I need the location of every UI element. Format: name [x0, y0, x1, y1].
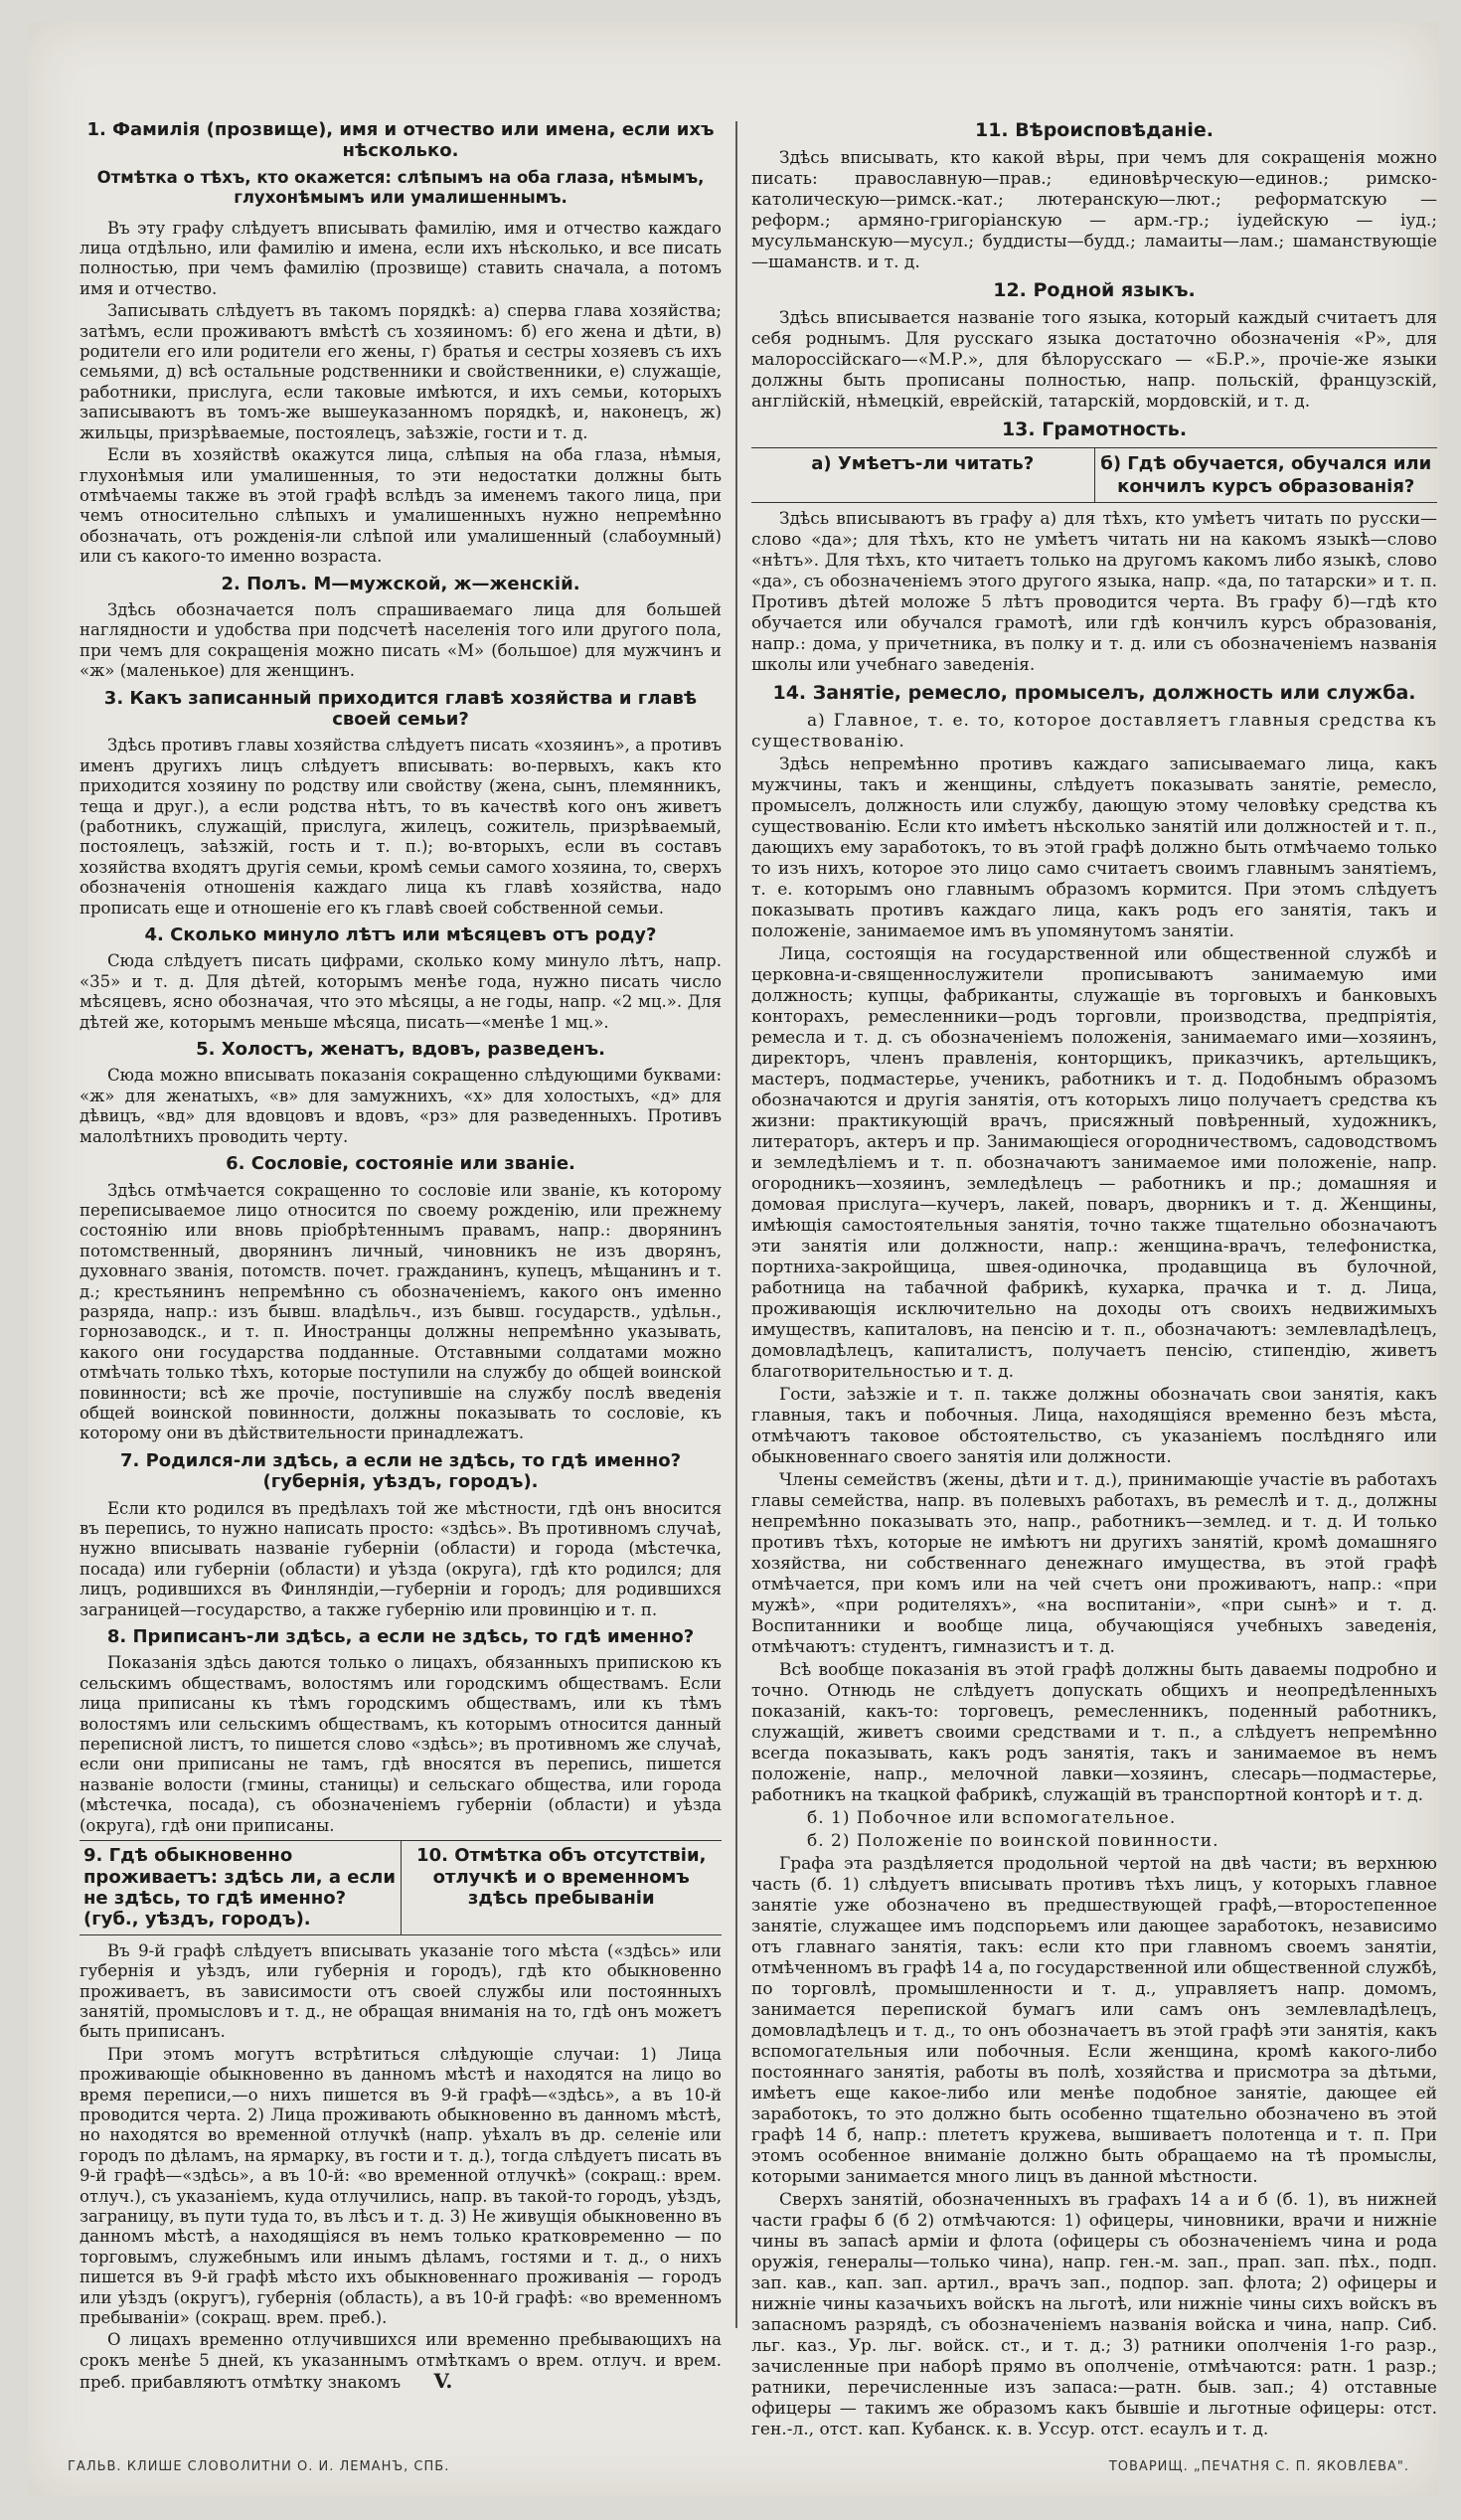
section-9-10-header: [80, 1840, 722, 1935]
section-6-title: 6. Сословіе, состояніе или званіе.: [226, 1153, 575, 1175]
section-10-header-cell: [401, 1841, 723, 1934]
section-11-paragraph: Здѣсь вписывать, кто какой вѣры, при чемъ для сокращенія можно писать: православную—прав.; единовѣрческую—единов.; римско-католическую—римск.-кат.; лютеранскую—лют.; реформатскую — реформ.; армяно-григоріанскую — арм.-гр.; іудейскую — іуд.; мусульманскую—мусул.; буддисты—будд.; ламаиты—лам.; шаманствующіе—шаманств. и т. д.: [751, 148, 1437, 272]
section-8-paragraph: Показанія здѣсь даются только о лицахъ, обязанныхъ припискою къ сельскимъ обществамъ, волостямъ или городскимъ обществамъ. Если лица приписаны къ тѣмъ городскимъ обществамъ, или къ тѣмъ волостямъ или сельскимъ обществамъ, къ которымъ относится данный переписной листъ, то пишется слово «здѣсь»; въ противномъ же случаѣ, если они приписаны не тамъ, гдѣ вносятся въ перепись, пишется названіе волости (гмины, станицы) и сельскаго общества, или города (мѣстечка, посада), съ обозначеніемъ губерніи (области) и уѣзда (округа), гдѣ они приписаны.: [80, 1653, 722, 1835]
section-5-title: 5. Холостъ, женатъ, вдовъ, разведенъ.: [196, 1039, 605, 1061]
section-14-paragraph: Члены семействъ (жены, дѣти и т. д.), принимающіе участіе въ работахъ главы семейства, напр. въ полевыхъ работахъ, въ ремеслѣ и т. д., должны непремѣнно показывать это, напр., работникъ—землед. и т. д. И только противъ тѣхъ, которые не имѣютъ ни другихъ занятій, кромѣ домашняго хозяйства, ни собственнаго денежнаго имущества, въ этой графѣ отмѣчается, при комъ или на чей счетъ они проживаютъ, напр.: «при мужѣ», «при родителяхъ», «на воспитаніи», «при сынѣ» и т. д. Воспитанники и вообще лица, обучающіяся учебныхъ заведенія, отмѣчаютъ: студентъ, гимназистъ и т. д.: [751, 1470, 1437, 1657]
section-9-closing-text: О лицахъ временно отлучившихся или временно пребывающихъ на срокъ менѣе 5 дней, къ указаннымъ отмѣткамъ о врем. отлуч. и врем. преб. прибавляютъ отмѣтку знакомъ: [80, 2330, 722, 2393]
section-14a-title: а) Главное, т. е. то, которое доставляетъ главныя средства къ существованію.: [751, 711, 1437, 752]
section-1-subtitle: Отмѣтка о тѣхъ, кто окажется: слѣпымъ на оба глаза, нѣмымъ, глухонѣмымъ или умалишеннымъ.: [96, 167, 705, 208]
left-column: [80, 113, 722, 2396]
section-14-paragraph: Сверхъ занятій, обозначенныхъ въ графахъ 14 а и б (б. 1), въ нижней части графы б (б 2) отмѣчаются: 1) офицеры, чиновники, врачи и нижніе чины въ запасѣ арміи и флота (офицеры съ обозначеніемъ чина и рода оружія, генералы—только чина), напр. ген.-м. зап., прап. зап. пѣх., подп. зап. кав., кап. зап. артил., врачъ зап., подпор. зап. флота; 2) офицеры и нижніе чины казачьихъ войскъ на льготѣ, или нижніе чины сихъ войскъ въ запасномъ разрядѣ, съ обозначеніемъ названія войска и чина, напр. Сиб. льг. каз., Ур. льг. войск. ст., и т. д.; 3) ратники ополченія 1-го разр., зачисленные при наборѣ прямо въ ополченіе, отмѣчаются: ратн. 1 разр.; ратники, перечисленные изъ запаса:—ратн. быв. зап.; 4) отставные офицеры — такимъ же образомъ какъ бывшіе и льготные офицеры: отст. ген.-л., отст. кап. Кубанск. к. в. Уссур. отст. есаулъ и т. д.: [751, 2190, 1437, 2439]
section-14-paragraph: Здѣсь непремѣнно противъ каждаго записываемаго лица, какъ мужчины, такъ и женщины, слѣдуетъ показывать занятіе, ремесло, промыселъ, должность или службу, дающую этому человѣку средства къ существованію. Если кто имѣетъ нѣсколько занятій или должностей и т. п., дающихъ ему заработокъ, то въ этой графѣ должно быть отмѣчаемо только то изъ нихъ, которое это лицо само считаетъ своимъ главнымъ занятіемъ, т. е. которымъ оно главнымъ образомъ кормится. При этомъ слѣдуетъ показывать противъ каждаго лица, какъ родъ его занятія, такъ и положеніе, занимаемое имъ въ упомянутомъ занятіи.: [751, 755, 1437, 941]
check-mark-symbol: V.: [433, 2369, 453, 2394]
column-divider: [735, 121, 737, 2328]
section-7-title: 7. Родился-ли здѣсь, а если не здѣсь, то гдѣ именно? (губернія, уѣздъ, городъ).: [119, 1449, 682, 1493]
section-13a-title: а) Умѣетъ-ли читать?: [811, 453, 1035, 474]
section-14b2-title: б. 2) Положеніе по воинской повинности.: [807, 1831, 1219, 1851]
section-3-title: 3. Какъ записанный приходится главѣ хозяйства и главѣ своей семьи?: [103, 687, 698, 730]
section-10-title: 10. Отмѣтка объ отсутствіи, отлучкѣ и о временномъ здѣсь пребываніи: [416, 1845, 707, 1909]
section-6-paragraph: Здѣсь отмѣчается сокращенно то сословіе или званіе, къ которому переписываемое лицо относится по своему рожденію, или прежнему состоянію или вновь пріобрѣтеннымъ правамъ, напр.: дворянинъ потомственный, дворянинъ личный, чиновникъ не изъ дворянъ, духовнаго званія, потомств. почет. гражданинъ, купецъ, мѣщанинъ и т. д.; крестьянинъ непремѣнно съ обозначеніемъ, какого онъ именно разряда, напр.: изъ бывш. владѣльч., изъ бывш. государств., удѣльн., горнозаводск., и т. п. Иностранцы должны непремѣнно указывать, какого они государства подданные. Отставными солдатами можно отмѣчать только тѣхъ, которые поступили на службу до общей воинской повинности; всѣ же прочіе, поступившіе на службу послѣ введенія общей воинской повинности, должны показывать то сословіе, къ которому они въ дѣйствительности принадлежатъ.: [80, 1180, 722, 1443]
section-14-title: 14. Занятіе, ремесло, промыселъ, должность или служба.: [772, 682, 1416, 704]
section-13b-header-cell: [1094, 448, 1438, 502]
section-14-paragraph: Лица, состоящія на государственной или общественной службѣ и церковна-и-священнослужители прописываютъ занимаемую ими должность; купцы, фабриканты, служащіе въ торговыхъ и банковыхъ конторахъ, ремесленники—родъ торговли, производства, предпріятія, ремесла и т. д. съ обозначеніемъ положенія, занимаемаго ими—хозяинъ, директоръ, членъ правленія, конторщикъ, приказчикъ, артельщикъ, мастеръ, подмастерье, ученикъ, работникъ и т. д. Подобнымъ образомъ обозначаются и другія занятія, отъ которыхъ лицо получаетъ средства къ жизни: практикующій врачъ, присяжный повѣренный, художникъ, литераторъ, актеръ и пр. Занимающіеся огородничествомъ, садоводствомъ и земледѣліемъ и т. п. обозначаютъ занимаемое ими положеніе, напр. огородникъ—хозяинъ, земледѣлецъ — работникъ и пр.; домашняя и домовая прислуга—кучеръ, лакей, поваръ, дворникъ и т. д. Женщины, имѣющія самостоятельныя занятія, точно также тщательно обозначаютъ эти занятія или должности, напр.: женщина-врачъ, телефонистка, портниха-закройщица, швея-одиночка, продавщица въ булочной, работница на табачной фабрикѣ, кухарка, прачка и т. д. Лица, проживающія исключительно на доходы отъ своихъ недвижимыхъ имуществъ, капиталовъ, на пенсію и т. п., обозначаютъ: землевладѣлецъ, домовладѣлецъ, капиталистъ, получаетъ пенсію, стипендію, живетъ благотворительностью и т. д.: [751, 944, 1437, 1382]
section-14-paragraph: Гости, заѣзжіе и т. п. также должны обозначать свои занятія, какъ главныя, такъ и побочныя. Лица, находящіяся временно безъ мѣста, отмѣчаютъ таковое обстоятельство, съ указаніемъ послѣдняго или обыкновеннаго своего занятія или должности.: [751, 1385, 1437, 1467]
section-9-paragraph: Въ 9-й графѣ слѣдуетъ вписывать указаніе того мѣста («здѣсь» или губернія и уѣздъ, или губернія и городъ), гдѣ кто обыкновенно проживаетъ, въ зависимости отъ своей службы или постоянныхъ занятій, промысловъ и т. д., не обращая вниманія на то, гдѣ онъ можетъ быть приписанъ.: [80, 1940, 722, 2042]
section-2-paragraph: Здѣсь обозначается полъ спрашиваемаго лица для большей наглядности и удобства при подсчетѣ населенія того или другого пола, при чемъ для сокращенія можно писать «М» (большое) для мужчинъ и «ж» (маленькое) для женщинъ.: [80, 599, 722, 681]
section-9-header-cell: [80, 1841, 401, 1934]
section-12-paragraph: Здѣсь вписывается названіе того языка, который каждый считаетъ для себя роднымъ. Для русскаго языка достаточно обозначенія «Р», для малороссійскаго—«М.Р.», для бѣлорусскаго — «Б.Р.», прочіе-же языки должны быть прописаны полностью, напр. польскій, французскій, англійскій, нѣмецкій, еврейскій, татарскій, мордовскій, и т. д.: [751, 308, 1437, 412]
right-column: [751, 113, 1437, 2442]
section-12-title: 12. Родной языкъ.: [993, 279, 1196, 301]
section-13-title: 13. Грамотность.: [1001, 419, 1188, 440]
section-14-paragraph: Графа эта раздѣляется продольной чертой на двѣ части; въ верхнюю часть (б. 1) слѣдуетъ вписывать противъ тѣхъ лицъ, у которыхъ главное занятіе уже обозначено въ предшествующей графѣ,—второстепенное занятіе, служащее имъ подспорьемъ или дающее заработокъ, независимо отъ главнаго занятія, такъ: если кто при главномъ своемъ занятіи, отмѣченномъ въ графѣ 14 а, по государственной или общественной службѣ, по торговлѣ, промышленности и т. д., управляетъ напр. домомъ, занимается перепиской бумагъ или самъ онъ землевладѣлецъ, домовладѣлецъ и т. д., то онъ обозначаетъ въ этой графѣ эти занятія, какъ вспомогательныя или побочныя. Если женщина, кромѣ какого-либо постояннаго занятія, работы въ полѣ, хозяйства и присмотра за дѣтьми, имѣетъ еще какое-либо или менѣе подобное занятіе, дающее ей заработокъ, то это должно быть особенно тщательно обозначено въ этой графѣ 14 б, напр.: плететъ кружева, вышиваетъ полотенца и т. п. При этомъ особенное вниманіе должно быть обращаемо на тѣ промыслы, которыми занимается много лицъ въ данной мѣстности.: [751, 1854, 1437, 2187]
printer-imprint-left: ГАЛЬВ. КЛИШЕ СЛОВОЛИТНИ О. И. ЛЕМАНЪ, СПБ.: [68, 2459, 450, 2474]
section-9-title: 9. Гдѣ обыкновенно проживаетъ: здѣсь ли, а если не здѣсь, то гдѣ именно? (губ., уѣздъ, городъ).: [83, 1845, 396, 1931]
section-9-paragraph: [80, 2330, 722, 2393]
section-1-paragraph: Записывать слѣдуетъ въ такомъ порядкѣ: а) сперва глава хозяйства; затѣмъ, если проживаютъ вмѣстѣ съ хозяиномъ: б) его жена и дѣти, в) родители его или родители его жены, г) братья и сестры хозяевъ съ ихъ семьями, д) всѣ остальные родственники и свойственники, е) служащіе, работники, прислуга, если таковые имѣются, и ихъ семьи, которыхъ записываютъ въ томъ-же вышеуказанномъ порядкѣ, и, наконецъ, ж) жильцы, призрѣваемые, постоялецъ, заѣзжіе, гости и т. д.: [80, 301, 722, 442]
printer-imprint-right: ТОВАРИЩ. „ПЕЧАТНЯ С. П. ЯКОВЛЕВА".: [1108, 2459, 1409, 2474]
section-13-header: [751, 447, 1437, 503]
section-8-title: 8. Приписанъ-ли здѣсь, а если не здѣсь, то гдѣ именно?: [106, 1626, 695, 1648]
section-11-title: 11. Вѣроисповѣданіе.: [974, 119, 1215, 141]
section-14-paragraph: Всѣ вообще показанія въ этой графѣ должны быть даваемы подробно и точно. Отнюдь не слѣдуетъ допускать общихъ и неопредѣленныхъ показаній, какъ-то: торговецъ, ремесленникъ, поденный работникъ, служащій, живетъ своими средствами и т. п., а слѣдуетъ непремѣнно всегда показывать, какъ родъ занятія, такъ и занимаемое въ немъ положеніе, напр., мелочной лавки—хозяинъ, слесарь—подмастерье, работникъ на ткацкой фабрикѣ, служащій въ транспортной конторѣ и т. д.: [751, 1660, 1437, 1805]
section-13-paragraph: Здѣсь вписываютъ въ графу а) для тѣхъ, кто умѣетъ читать по русски—слово «да»; для тѣхъ, кто не умѣетъ читать ни на какомъ языкѣ—слово «нѣтъ». Для тѣхъ, кто читаетъ только на другомъ какомъ либо языкѣ, слово «да», съ обозначеніемъ этого другого языка, напр. «да, по татарски» и т. п. Противъ дѣтей моложе 5 лѣтъ проводится черта. Въ графу б)—гдѣ кто обучается или обучался грамотѣ, или гдѣ кончилъ курсъ образованія, напр.: дома, у причетника, въ полку и т. д. или съ обозначеніемъ названія школы или учебнаго заведенія.: [751, 509, 1437, 675]
census-instruction-sheet: [28, 22, 1439, 2497]
section-7-paragraph: Если кто родился въ предѣлахъ той же мѣстности, гдѣ онъ вносится въ перепись, то нужно написать просто: «здѣсь». Въ противномъ случаѣ, нужно вписывать названіе губерніи (области) и города (мѣстечка, посада) или губерніи (области) и уѣзда (округа), гдѣ кто родился; для лицъ, родившихся въ Финляндіи,—губерніи и городъ; для родившихся заграницей—государство, а также губернію или провинцію и т. п.: [80, 1498, 722, 1619]
section-1-title: 1. Фамилія (прозвище), имя и отчество или имена, если ихъ нѣсколько.: [86, 119, 715, 162]
section-3-paragraph: Здѣсь противъ главы хозяйства слѣдуетъ писать «хозяинъ», а противъ именъ другихъ лицъ слѣдуетъ вписывать: во-первыхъ, какъ кто приходится хозяину по родству или свойству (жена, сынъ, племянникъ, теща и друг.), а если родства нѣтъ, то въ качествѣ кого онъ живетъ (работникъ, служащій, прислуга, жилецъ, сожитель, призрѣваемый, постоялецъ, заѣзжій, гость и т. п.); во-вторыхъ, если въ составъ хозяйства входятъ другія семьи, кромѣ семьи самого хозяина, то, сверхъ обозначенія отношенія каждаго лица къ главѣ хозяйства, надо прописать еще и отношеніе его къ главѣ своей собственной семьи.: [80, 736, 722, 918]
section-1-paragraph: Въ эту графу слѣдуетъ вписывать фамилію, имя и отчество каждаго лица отдѣльно, или фамилію и имена, если ихъ нѣсколько, и все писать полностью, при чемъ фамилію (прозвище) ставить сначала, а потомъ имя и отчество.: [80, 218, 722, 298]
section-14b1-title: б. 1) Побочное или вспомогательное.: [807, 1808, 1177, 1828]
section-13b-title: б) Гдѣ обучается, обучался или кончилъ курсъ образованія?: [1100, 453, 1432, 497]
section-5-paragraph: Сюда можно вписывать показанія сокращенно слѣдующими буквами: «ж» для женатыхъ, «в» для замужнихъ, «х» для холостыхъ, «д» для дѣвицъ, «вд» для вдовцовъ и вдовъ, «рз» для разведенныхъ. Противъ малолѣтнихъ проводить черту.: [80, 1066, 722, 1146]
section-4-title: 4. Сколько минуло лѣтъ или мѣсяцевъ отъ роду?: [144, 924, 657, 946]
section-4-paragraph: Сюда слѣдуетъ писать цифрами, сколько кому минуло лѣтъ, напр. «35» и т. д. Для дѣтей, которымъ менѣе года, нужно писать число мѣсяцевъ, ясно обозначая, что это мѣсяцы, а не годы, напр. «2 мц.». Для дѣтей же, которымъ меньше мѣсяца, писать—«менѣе 1 мц.».: [80, 951, 722, 1032]
section-9-paragraph: При этомъ могутъ встрѣтиться слѣдующіе случаи: 1) Лица проживающіе обыкновенно въ данномъ мѣстѣ и находятся на лицо во время переписи,—о нихъ пишется въ 9-й графѣ—«здѣсь», а въ 10-й проводится черта. 2) Лица проживають обыкновенно въ данномъ мѣстѣ, но находятся во временной отлучкѣ (напр. уѣхалъ въ др. селеніе или городъ по дѣламъ, на ярмарку, въ гости и т. д.), тогда слѣдуетъ писать въ 9-й графѣ—«здѣсь», а въ 10-й: «во временной отлучкѣ» (сокращ.: врем. отлуч.), съ указаніемъ, куда отлучились, напр. въ такой-то городъ, уѣздъ, заграницу, въ пути туда то, въ лѣсъ и т. д. 3) Не живущія обыкновенно въ данномъ мѣстѣ, а находящіяся въ немъ только кратковременно — по торговымъ, служебнымъ или инымъ дѣламъ, гостями и т. д., о нихъ пишется въ 9-й графѣ мѣсто ихъ обыкновеннаго проживанія — городъ или уѣздъ (округъ), губернія (область), а въ 10-й графѣ: «во временномъ пребываніи» (сокращ. врем. преб.).: [80, 2044, 722, 2328]
section-2-title: 2. Полъ. М—мужской, ж—женскій.: [221, 573, 580, 594]
section-13a-header-cell: [751, 448, 1094, 502]
section-1-paragraph: Если въ хозяйствѣ окажутся лица, слѣпыя на оба глаза, нѣмыя, глухонѣмыя или умалишенныя, то эти недостатки должны быть отмѣчаемы также въ этой графѣ вслѣдъ за именемъ такого лица, при чемъ относительно слѣпыхъ и умалишенныхъ нужно непремѣнно обозначать, отъ рожденія-ли слѣпой или умалишенный (слабоумный) или съ какого-то именно возраста.: [80, 445, 722, 567]
